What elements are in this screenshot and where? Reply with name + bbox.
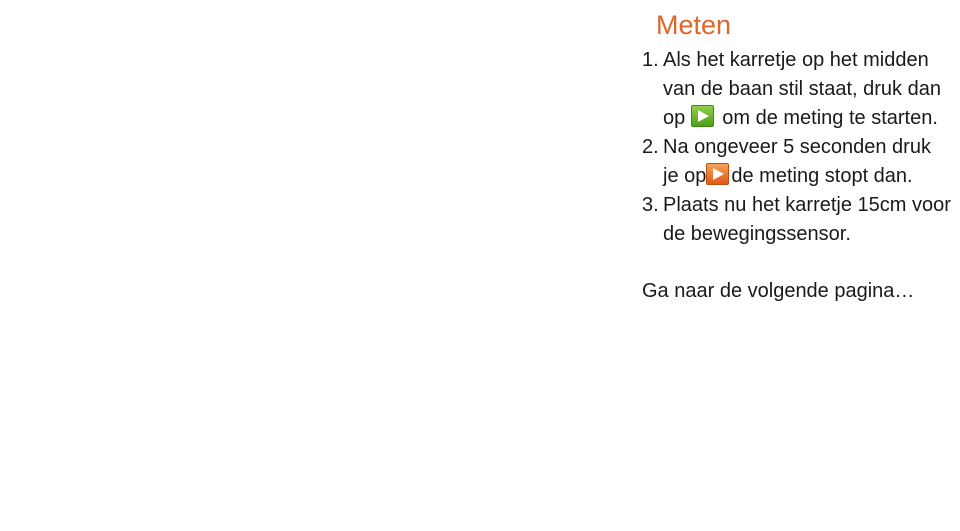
step-text-after: de meting stopt dan. xyxy=(731,165,913,187)
step-text-before: Als het karretje op het midden van de baan stil staat, druk dan op xyxy=(663,49,941,129)
step-text-after: om de meting te starten. xyxy=(722,107,938,129)
step-number: 2. xyxy=(642,136,659,158)
orange-stop-button-icon xyxy=(706,163,729,185)
instruction-panel xyxy=(642,8,952,306)
step-text: Plaats nu het karretje 15cm voor de bewegingssensor. xyxy=(663,194,951,245)
step-item-1 xyxy=(642,46,952,133)
step-text-before: Na ongeveer 5 seconden druk je op xyxy=(663,136,931,187)
green-play-button-icon xyxy=(691,105,714,127)
step-number: 1. xyxy=(642,49,659,71)
step-item-3 xyxy=(642,191,952,249)
page-title: Meten xyxy=(656,10,732,40)
step-number: 3. xyxy=(642,194,659,216)
next-page-hint: Ga naar de volgende pagina… xyxy=(642,280,915,302)
step-item-2 xyxy=(642,133,952,191)
step-list xyxy=(642,46,952,249)
